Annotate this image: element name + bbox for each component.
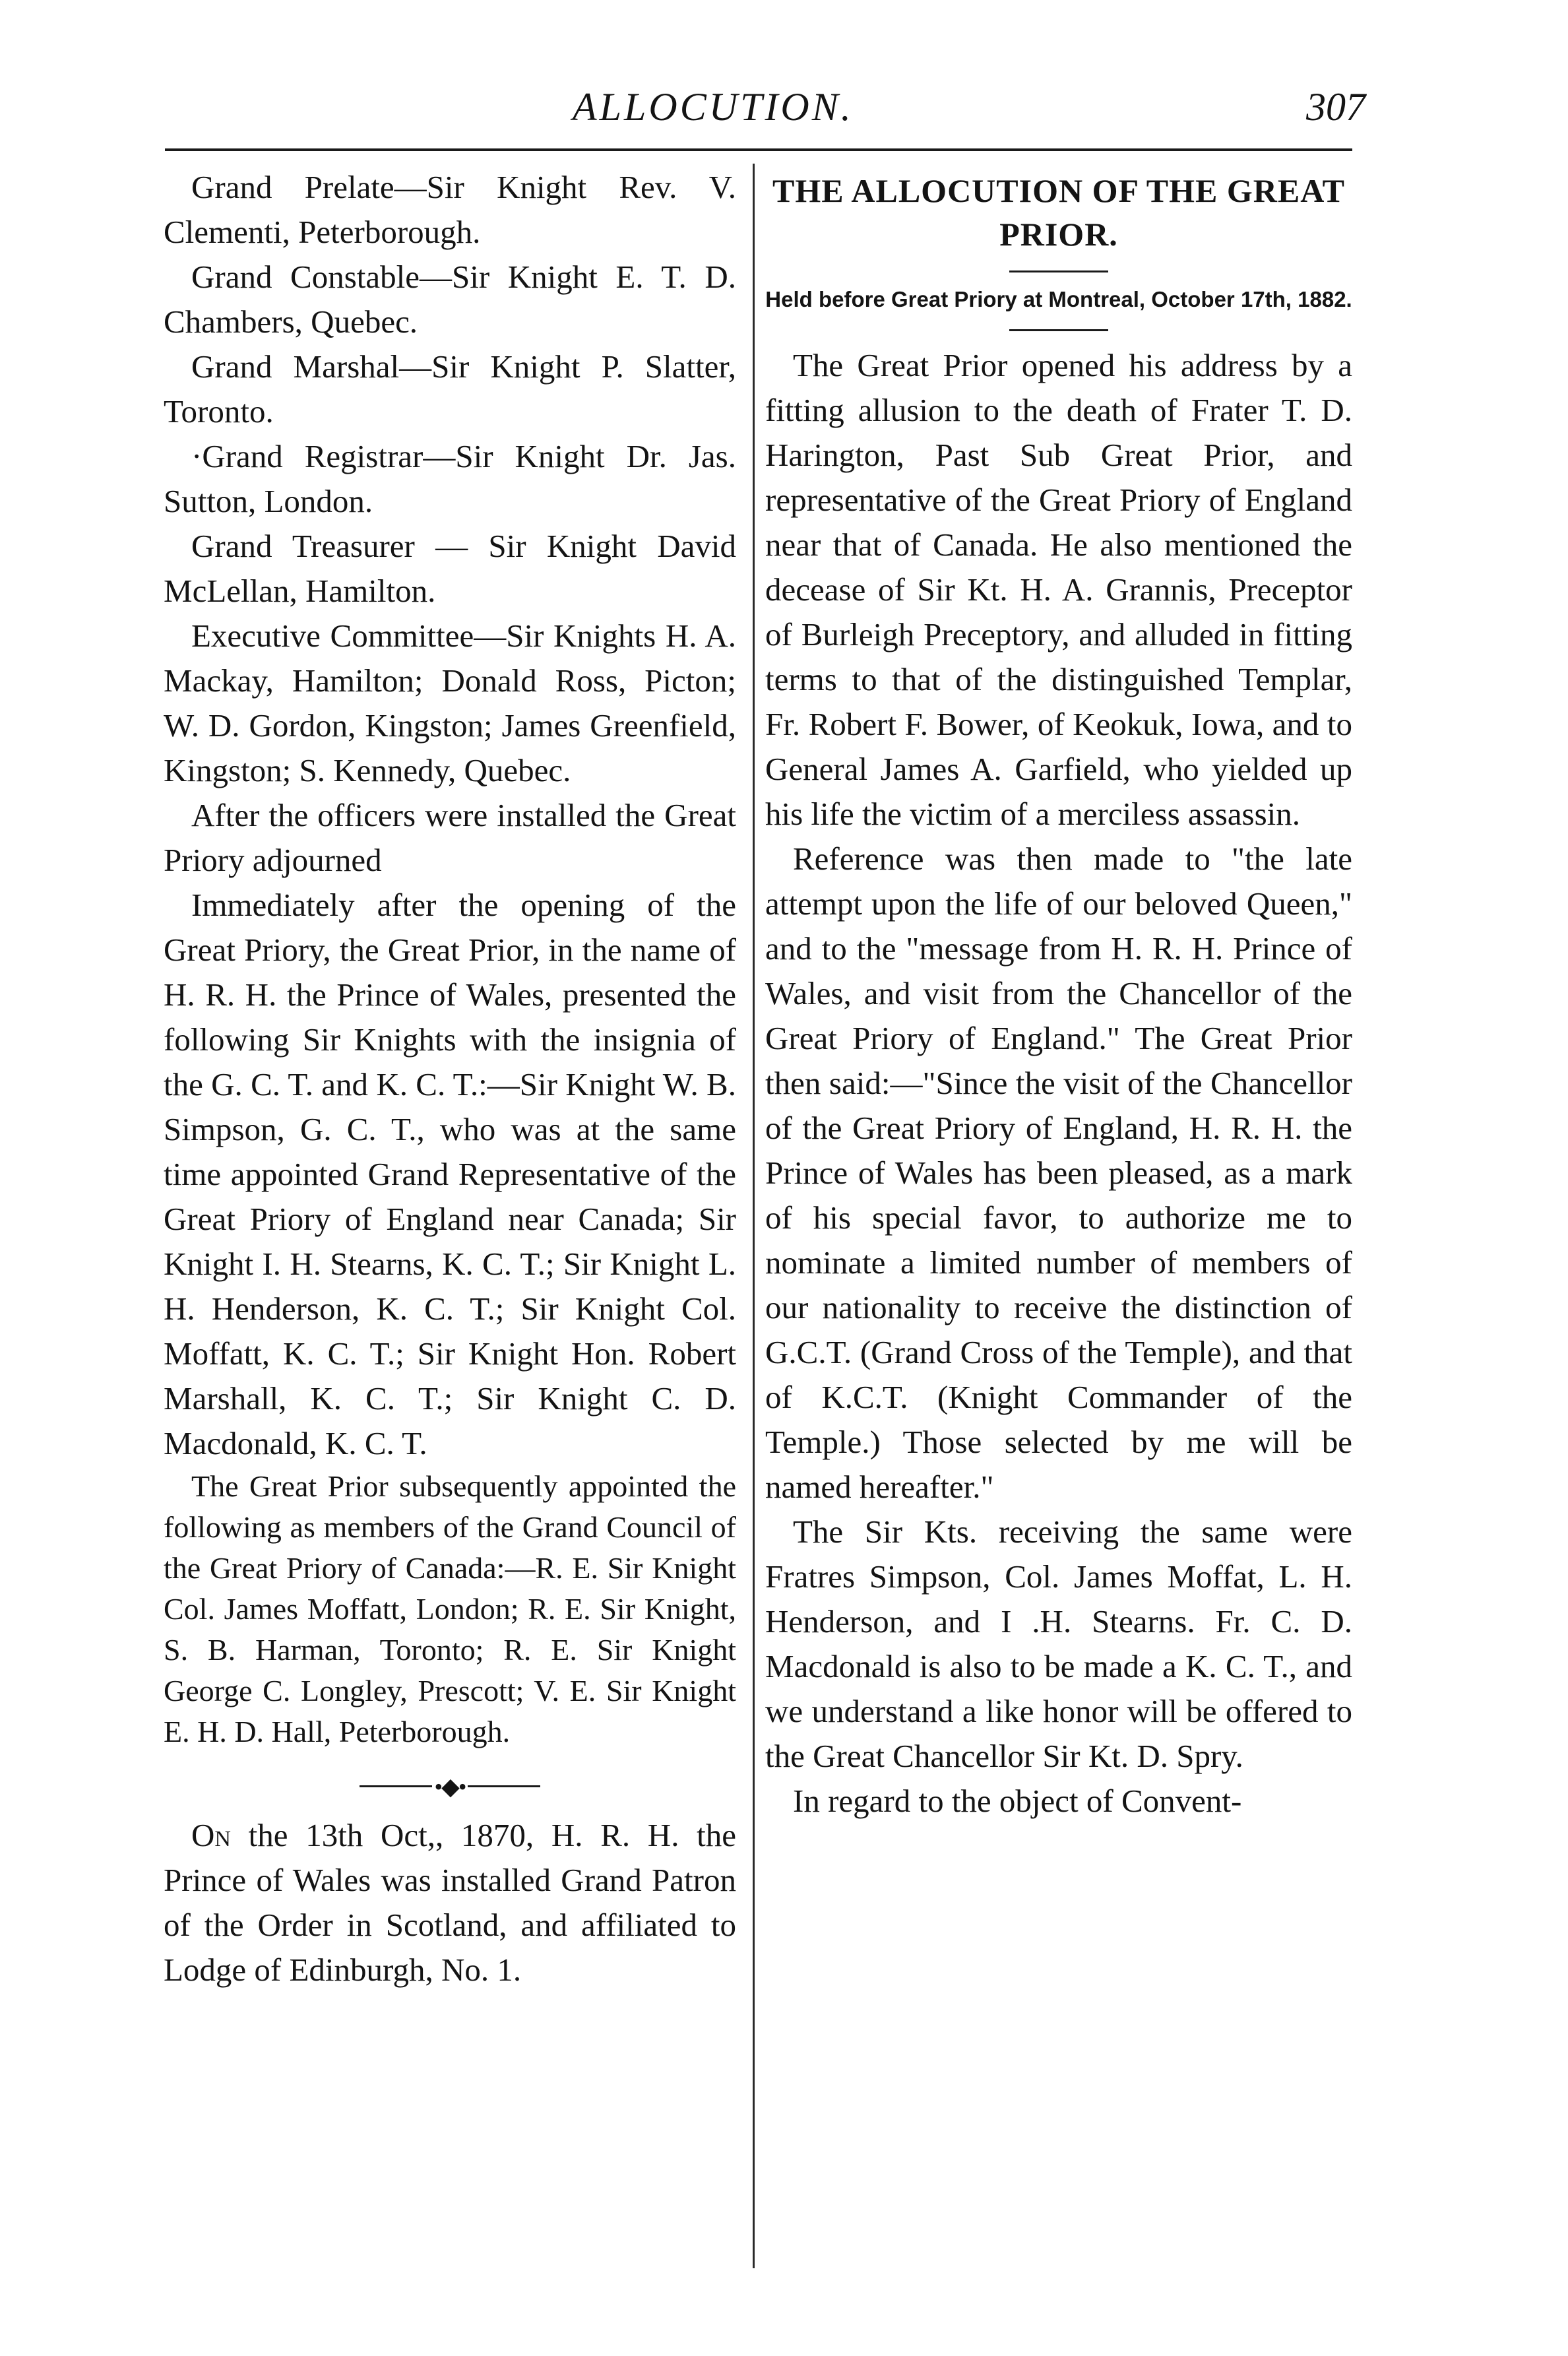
section-ornament (164, 1764, 736, 1806)
left-column (164, 165, 736, 1992)
council-paragraph: The Great Prior subsequently appointed the following as members of the Grand Council of the Great Priory of Canada:—R. E. Sir Knight Col. James Moffatt, London; R. E. Sir Knight, S. B. Harman, Toronto; R. E. Sir Knight George C. Longley, Prescott; V. E. Sir Knight E. H. D. Hall, Peterborough. (164, 1469, 736, 1748)
page-number: 307 (1306, 85, 1365, 129)
ornament-glyph: •◆• (434, 1773, 466, 1800)
section-subtitle: Held before Great Priory at Montreal, October 17th, 1882. (765, 287, 1352, 311)
officer-entry: Grand Marshal—Sir Knight P. Slatter, Toronto. (164, 348, 736, 430)
body-paragraph: In regard to the object of Convent- (793, 1783, 1242, 1819)
news-text: the 13th Oct,, 1870, H. R. H. the Prince of Wales was installed Grand Patron of the Order in Scotland, and affiliated to Lodge of Edinburgh, No. 1. (164, 1816, 736, 1988)
section-title: THE ALLOCUTION OF THE GREAT PRIOR. (772, 172, 1345, 253)
officer-entry: Executive Committee—Sir Knights H. A. Mackay, Hamilton; Donald Ross, Picton; W. D. Gordon, Kingston; James Greenfield, Kingston; S. Kennedy, Quebec. (164, 618, 736, 788)
title-rule (1009, 271, 1108, 272)
column-divider (753, 164, 755, 2268)
body-paragraph: Reference was then made to "the late attempt upon the life of our beloved Queen," and to the "message from H. R. H. Prince of Wales, and visit from the Chancellor of the Great Priory of England." The Great Prior then said:—"Since the visit of the Chancellor of the Great Priory of England, H. R. H. the Prince of Wales has been pleased, as a mark of his special favor, to authorize me to nominate a limited number of members of our nationality to receive the distinction of G.C.T. (Grand Cross of the Temple), and that of K.C.T. (Knight Commander of the Temple.) Those selected by me will be named hereafter." (765, 841, 1352, 1505)
adjourned-paragraph: After the officers were installed the Great Priory adjourned (164, 797, 736, 878)
body-paragraph: The Great Prior opened his address by a fitting allusion to the death of Frater T. D. Harington, Past Sub Great Prior, and representative of the Great Priory of England near that of Canada. He also mentioned the decease of Sir Kt. H. A. Grannis, Preceptor of Burleigh Preceptory, and alluded in fitting terms to that of the distinguished Templar, Fr. Robert F. Bower, of Keokuk, Iowa, and to General James A. Garfield, who yielded up his life the victim of a merciless assassin. (765, 347, 1352, 832)
news-paragraph (164, 1813, 736, 1992)
page-header (0, 84, 1568, 137)
officer-entry: Grand Treasurer — Sir Knight David McLellan, Hamilton. (164, 528, 736, 609)
officer-entry: ·Grand Registrar—Sir Knight Dr. Jas. Sutton, London. (164, 438, 736, 519)
officer-entry: Grand Constable—Sir Knight E. T. D. Chambers, Quebec. (164, 259, 736, 340)
running-title: ALLOCUTION. (573, 85, 854, 129)
body-paragraph: The Sir Kts. receiving the same were Fratres Simpson, Col. James Moffat, L. H. Henderson, and I .H. Stearns. Fr. C. D. Macdonald is also to be made a K. C. T., and we understand a like honor will be offered to the Great Chancellor Sir Kt. D. Spry. (765, 1513, 1352, 1774)
officer-entry: Grand Prelate—Sir Knight Rev. V. Clementi, Peterborough. (164, 169, 736, 250)
officer-list (164, 165, 736, 793)
right-column (765, 165, 1352, 1824)
header-rule (165, 148, 1352, 151)
news-first-word: On (191, 1816, 231, 1853)
insignia-paragraph: Immediately after the opening of the Great Priory, the Great Prior, in the name of H. R. H. the Prince of Wales, presented the following Sir Knights with the insignia of the G. C. T. and K. C. T.:—Sir Knight W. B. Simpson, G. C. T., who was at the same time appointed Grand Representative of the Great Priory of England near Canada; Sir Knight I. H. Stearns, K. C. T.; Sir Knight L. H. Henderson, K. C. T.; Sir Knight Col. Moffatt, K. C. T.; Sir Knight Hon. Robert Marshall, K. C. T.; Sir Knight C. D. Macdonald, K. C. T. (164, 887, 736, 1461)
subtitle-rule (1009, 329, 1108, 331)
